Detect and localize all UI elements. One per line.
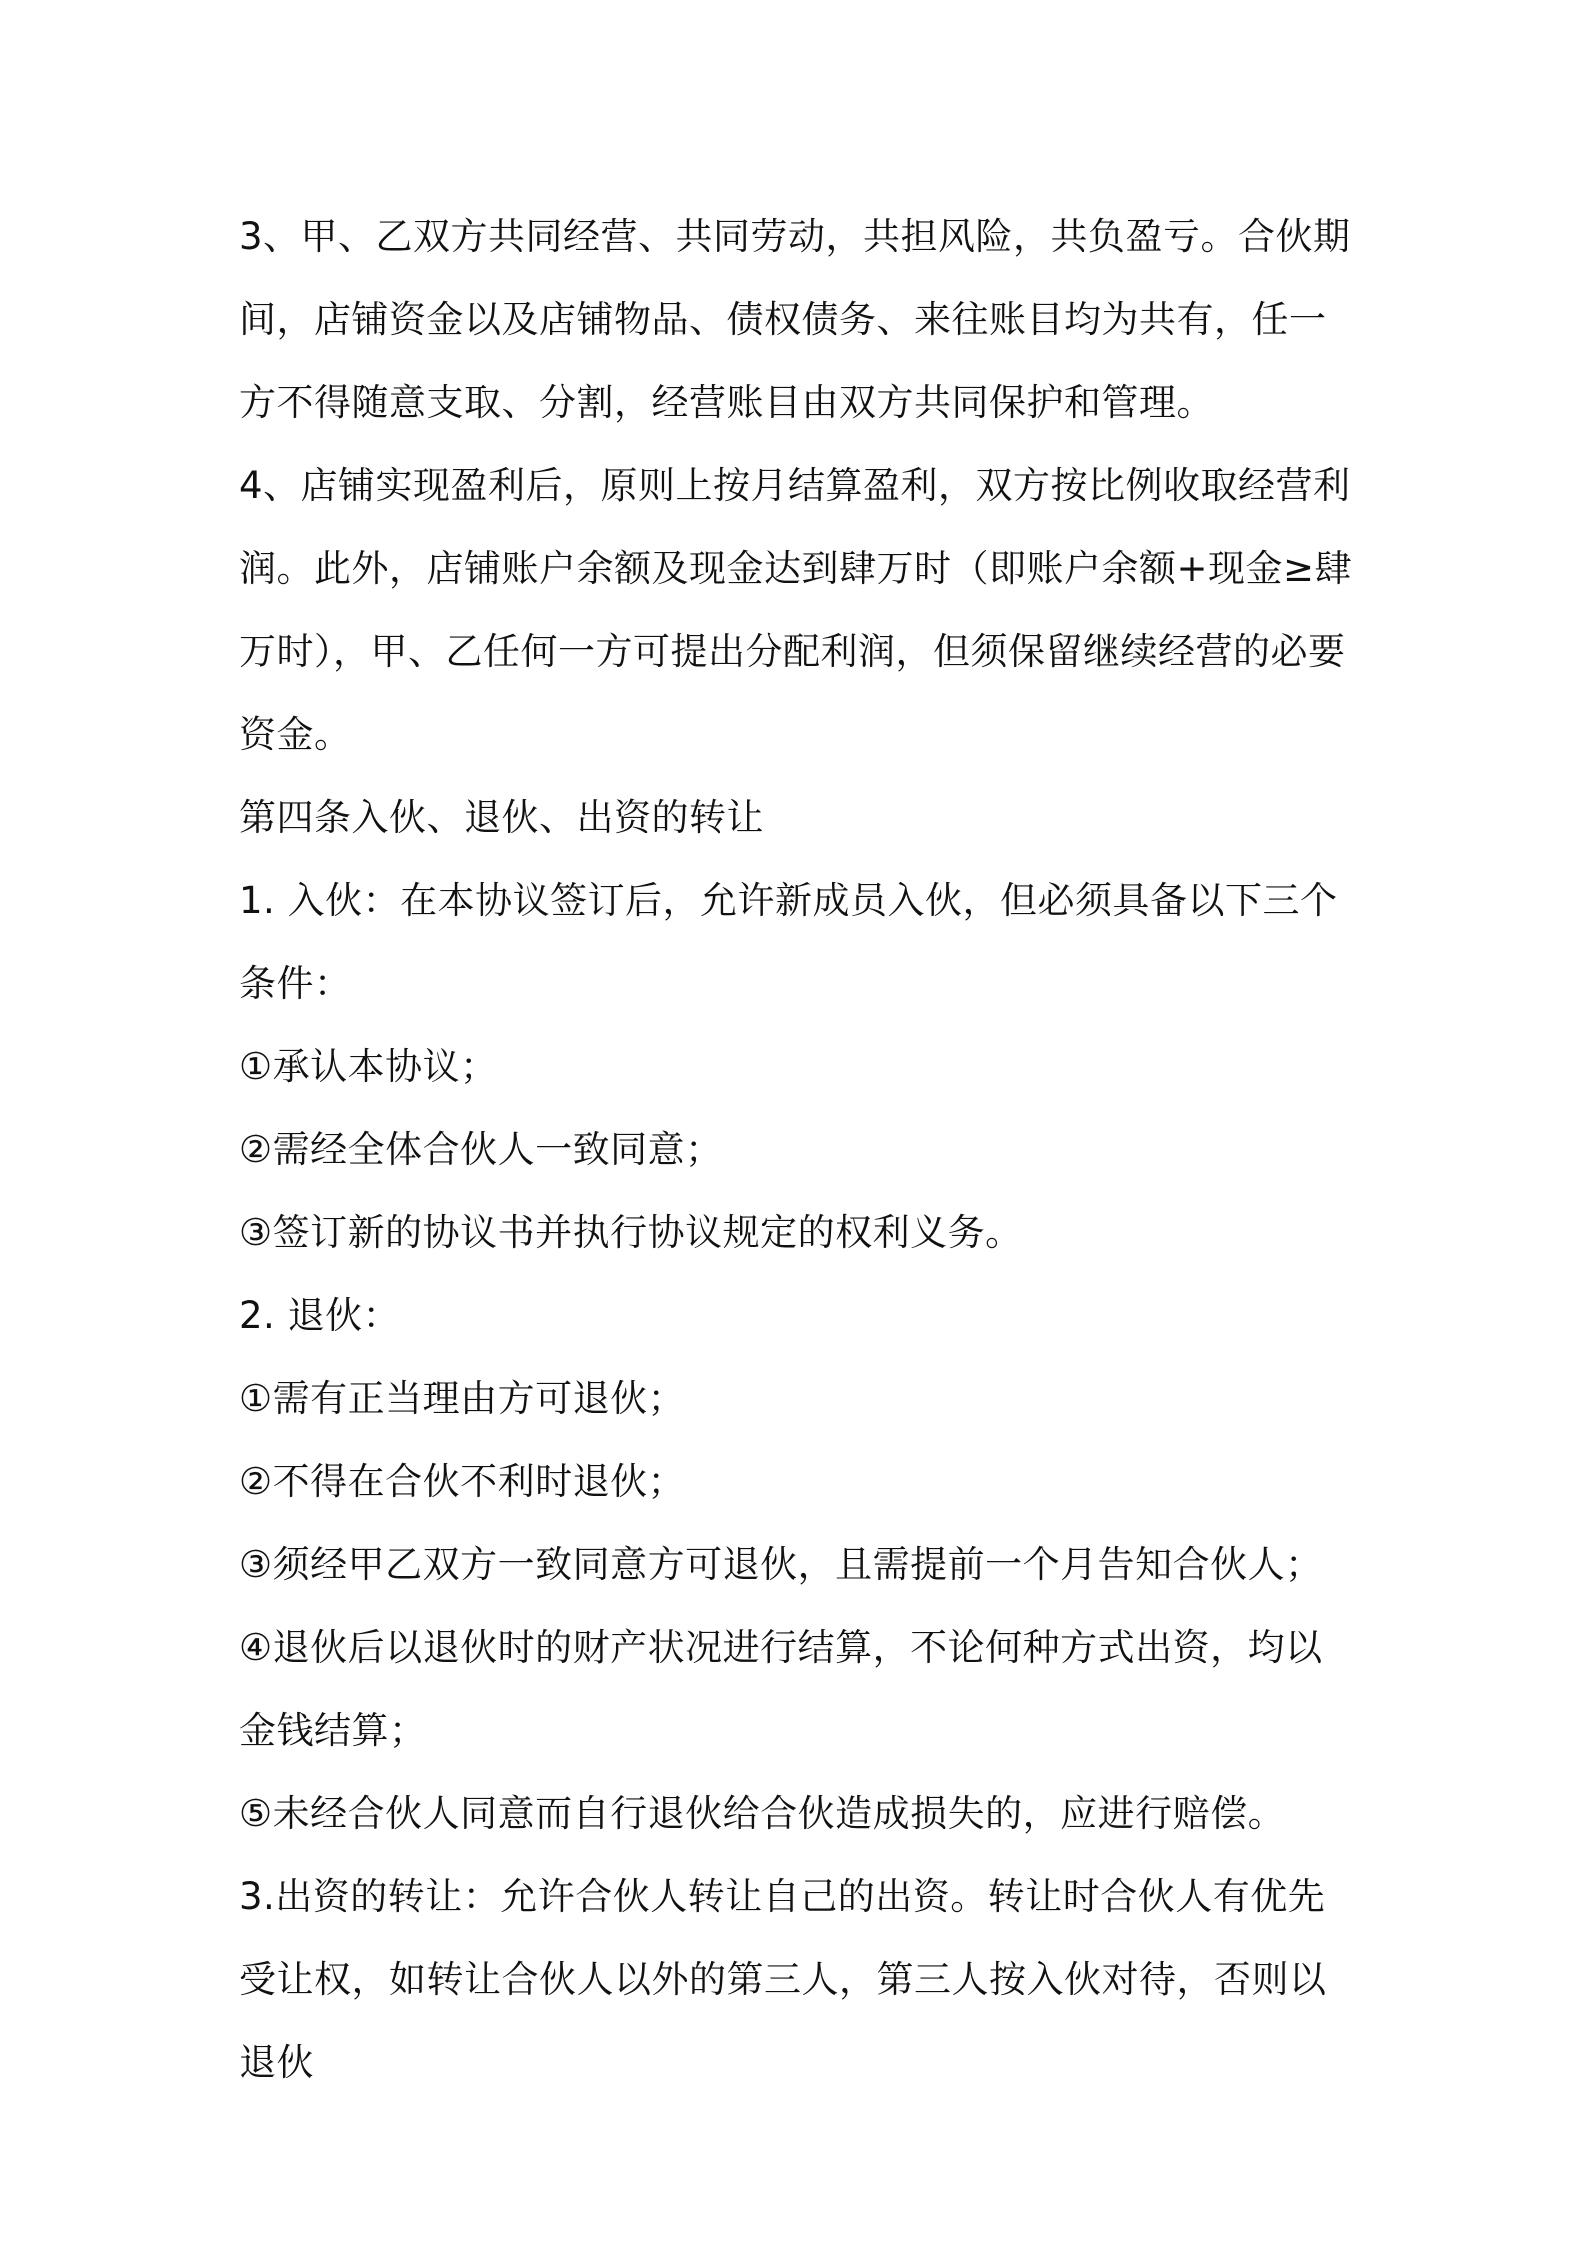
withdrawal-rule-5: ⑤未经合伙人同意而自行退伙给合伙造成损失的，应进行赔偿。 <box>239 1792 1286 1835</box>
item-3-capital-transfer: 3.出资的转让：允许合伙人转让自己的出资。转让时合伙人有优先受让权，如转让合伙人以外的第三人，第三人按入伙对待，否则以退伙 <box>239 1875 1327 2084</box>
withdrawal-rule-3: ③须经甲乙双方一致同意方可退伙，且需提前一个月告知合伙人； <box>239 1543 1323 1586</box>
clause-4-profit-distribution: 4、店铺实现盈利后，原则上按月结算盈利，双方按比例收取经营利润。此外，店铺账户余额及现金达到肆万时（即账户余额+现金≥肆万时），甲、乙任何一方可提出分配利润，但须保留继续经营的必要资金。 <box>239 464 1353 756</box>
item-2-withdrawal: 2. 退伙： <box>239 1294 401 1337</box>
withdrawal-rule-1: ①需有正当理由方可退伙； <box>239 1377 686 1420</box>
item-1-joining: 1. 入伙：在本协议签订后，允许新成员入伙，但必须具备以下三个条件： <box>239 879 1338 1005</box>
joining-condition-1: ①承认本协议； <box>239 1045 498 1088</box>
joining-condition-3: ③签订新的协议书并执行协议规定的权利义务。 <box>239 1211 1023 1254</box>
clause-3-joint-operation: 3、甲、乙双方共同经营、共同劳动，共担风险，共负盈亏。合伙期间，店铺资金以及店铺物品、债权债务、来往账目均为共有，任一方不得随意支取、分割，经营账目由双方共同保护和管理。 <box>239 215 1351 424</box>
document-body <box>239 195 1359 2104</box>
withdrawal-rule-4: ④退伙后以退伙时的财产状况进行结算，不论何种方式出资，均以金钱结算； <box>239 1626 1323 1752</box>
withdrawal-rule-2: ②不得在合伙不利时退伙； <box>239 1460 686 1503</box>
article-4-heading: 第四条入伙、退伙、出资的转让 <box>239 796 764 839</box>
joining-condition-2: ②需经全体合伙人一致同意； <box>239 1128 723 1171</box>
